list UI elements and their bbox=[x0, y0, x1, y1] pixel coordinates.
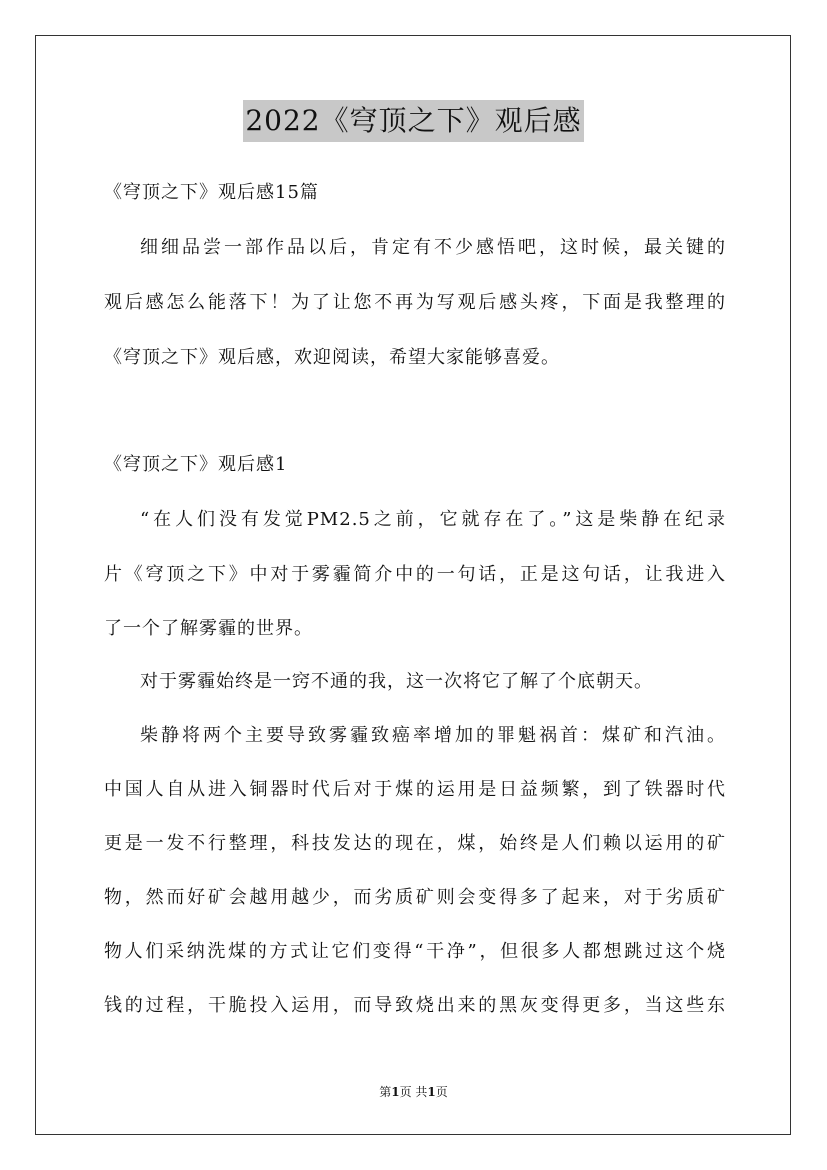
intro-line: 观后感怎么能落下！为了让您不再为写观后感头疼，下面是我整理的 bbox=[104, 292, 726, 313]
paragraph-line: 了一个了解雾霾的世界。 bbox=[104, 618, 313, 639]
paragraph-line: 更是一发不行整理，科技发达的现在，煤，始终是人们赖以运用的矿 bbox=[104, 833, 726, 854]
paragraph-line: 对于雾霾始终是一窍不通的我，这一次将它了解了个底朝天。 bbox=[140, 671, 653, 692]
paragraph-line: 片《穹顶之下》中对于雾霾简介中的一句话，正是这句话，让我进入 bbox=[104, 564, 726, 585]
section-heading: 《穹顶之下》观后感1 bbox=[104, 454, 288, 475]
intro-line: 《穹顶之下》观后感，欢迎阅读，希望大家能够喜爱。 bbox=[104, 347, 560, 368]
paragraph-line: 柴静将两个主要导致雾霾致癌率增加的罪魁祸首：煤矿和汽油。 bbox=[140, 725, 726, 746]
subtitle: 《穹顶之下》观后感15篇 bbox=[104, 182, 319, 203]
footer-suffix: 页 bbox=[435, 1085, 448, 1099]
intro-line: 细细品尝一部作品以后，肯定有不少感悟吧，这时候，最关键的 bbox=[140, 237, 726, 258]
page-footer bbox=[0, 1084, 827, 1100]
footer-prefix: 第 bbox=[379, 1085, 392, 1099]
document-title: 2022《穹顶之下》观后感 bbox=[243, 100, 583, 142]
paragraph-line: 中国人自从进入铜器时代后对于煤的运用是日益频繁，到了铁器时代 bbox=[104, 779, 726, 800]
footer-mid: 页 共 bbox=[399, 1085, 428, 1099]
footer-page-number: 1 bbox=[391, 1085, 400, 1099]
footer-total-pages: 1 bbox=[427, 1085, 436, 1099]
paragraph-line: 钱的过程，干脆投入运用，而导致烧出来的黑灰变得更多，当这些东 bbox=[104, 995, 726, 1016]
title-container bbox=[0, 100, 827, 142]
paragraph-line: 物人们采纳洗煤的方式让它们变得“干净”，但很多人都想跳过这个烧 bbox=[104, 941, 726, 962]
paragraph-line: 物，然而好矿会越用越少，而劣质矿则会变得多了起来，对于劣质矿 bbox=[104, 887, 726, 908]
paragraph-line: “在人们没有发觉PM2.5之前，它就存在了。”这是柴静在纪录 bbox=[140, 509, 726, 530]
